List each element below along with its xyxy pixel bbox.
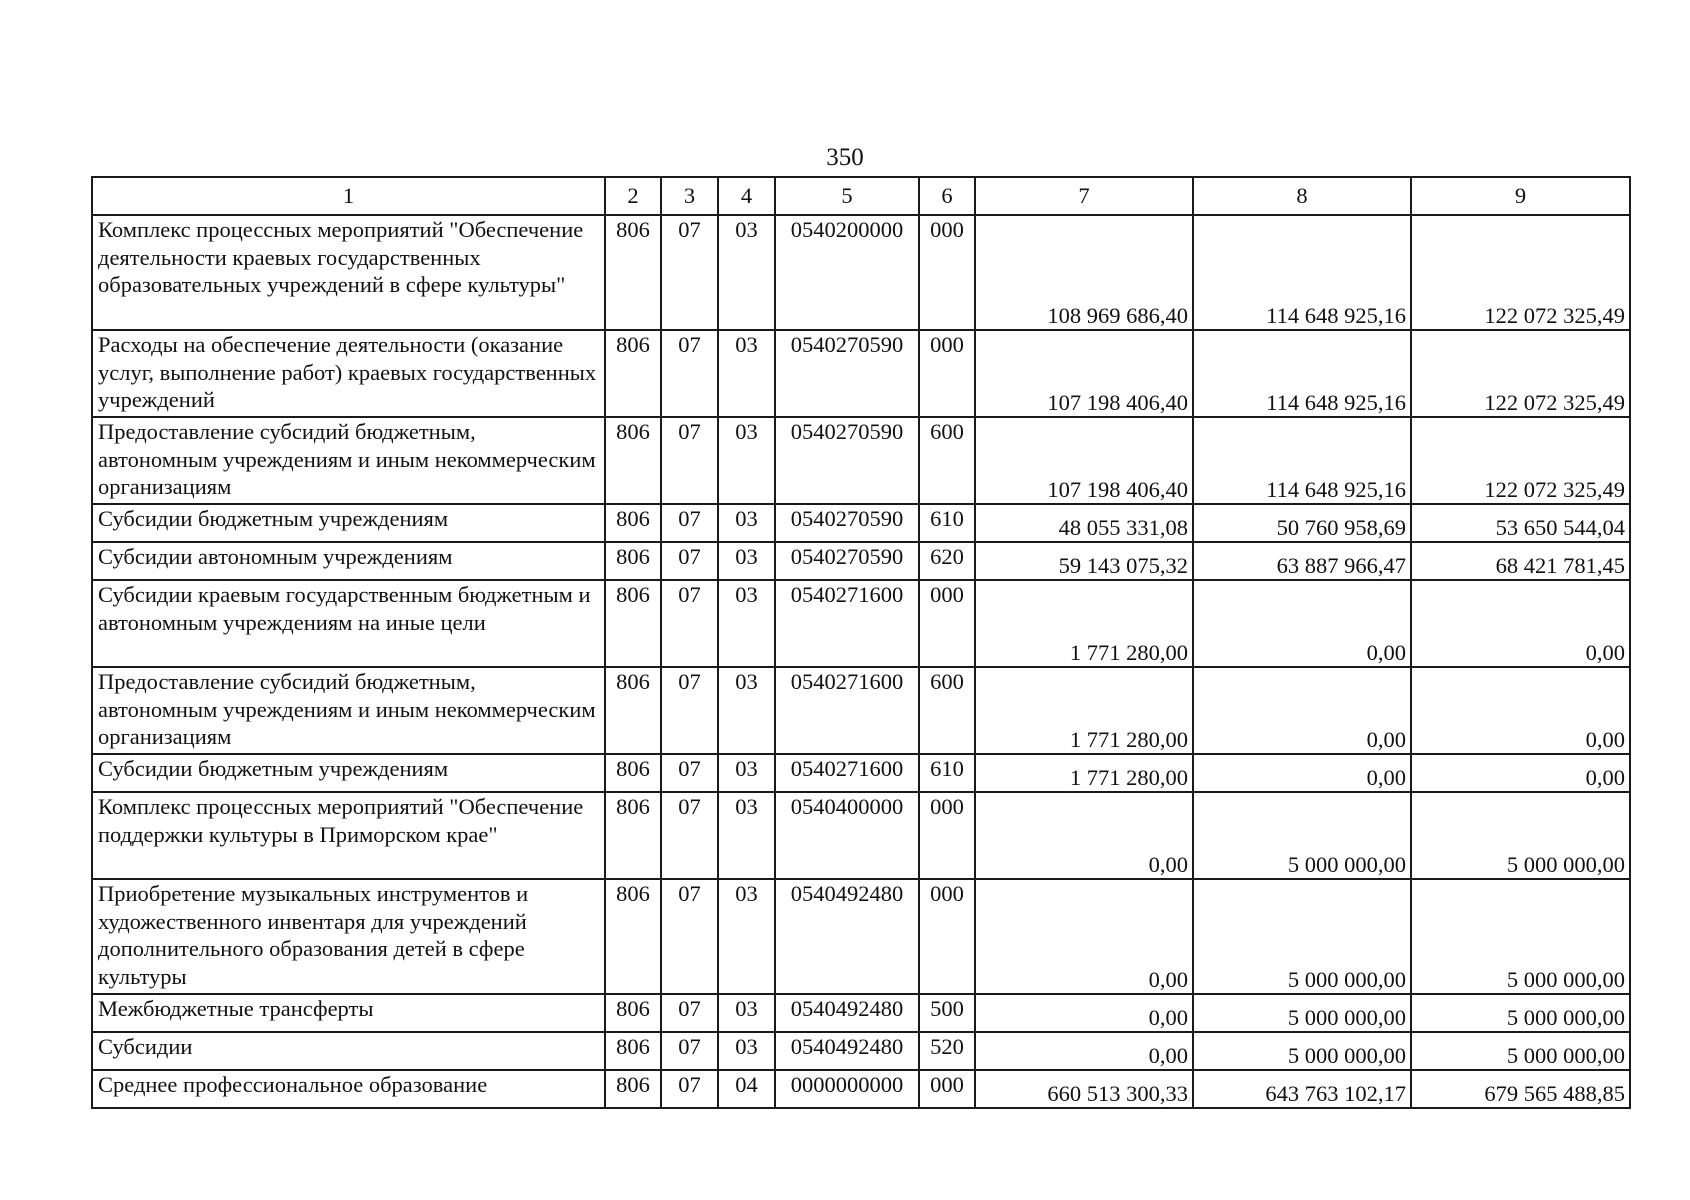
row-amount-8: 0,00 [1193, 667, 1411, 754]
row-name: Субсидии автономным учреждениям [92, 542, 605, 580]
row-code-5: 0540270590 [775, 542, 919, 580]
row-code-2: 806 [605, 1032, 661, 1070]
row-code-6: 520 [919, 1032, 975, 1070]
row-code-4: 03 [718, 215, 775, 330]
row-code-4: 03 [718, 879, 775, 994]
row-amount-7: 660 513 300,33 [975, 1070, 1193, 1108]
row-name: Предоставление субсидий бюджетным, автономным учреждениям и иным некоммерческим организациям [92, 417, 605, 504]
row-code-6: 610 [919, 504, 975, 542]
table-row [92, 504, 1630, 542]
column-header-1: 1 [92, 177, 605, 215]
row-amount-8: 114 648 925,16 [1193, 330, 1411, 417]
row-amount-7: 107 198 406,40 [975, 330, 1193, 417]
row-code-6: 000 [919, 215, 975, 330]
row-code-3: 07 [661, 330, 718, 417]
budget-table [91, 176, 1631, 1109]
row-code-4: 03 [718, 1032, 775, 1070]
row-code-2: 806 [605, 417, 661, 504]
row-code-4: 03 [718, 754, 775, 792]
row-amount-7: 107 198 406,40 [975, 417, 1193, 504]
row-amount-9: 0,00 [1411, 580, 1630, 667]
row-amount-9: 122 072 325,49 [1411, 417, 1630, 504]
row-amount-8: 5 000 000,00 [1193, 792, 1411, 879]
row-amount-8: 114 648 925,16 [1193, 215, 1411, 330]
row-code-6: 000 [919, 580, 975, 667]
column-header-4: 4 [718, 177, 775, 215]
row-amount-9: 0,00 [1411, 754, 1630, 792]
row-code-3: 07 [661, 879, 718, 994]
row-code-2: 806 [605, 215, 661, 330]
row-name: Субсидии [92, 1032, 605, 1070]
row-code-2: 806 [605, 994, 661, 1032]
table-row [92, 754, 1630, 792]
row-amount-8: 5 000 000,00 [1193, 879, 1411, 994]
row-code-5: 0540271600 [775, 754, 919, 792]
row-name: Субсидии краевым государственным бюджетным и автономным учреждениям на иные цели [92, 580, 605, 667]
row-amount-8: 50 760 958,69 [1193, 504, 1411, 542]
table-row [92, 330, 1630, 417]
table-row [92, 667, 1630, 754]
row-name: Межбюджетные трансферты [92, 994, 605, 1032]
column-header-6: 6 [919, 177, 975, 215]
row-amount-7: 108 969 686,40 [975, 215, 1193, 330]
row-code-6: 620 [919, 542, 975, 580]
row-code-4: 04 [718, 1070, 775, 1108]
row-amount-9: 68 421 781,45 [1411, 542, 1630, 580]
row-code-4: 03 [718, 504, 775, 542]
column-header-7: 7 [975, 177, 1193, 215]
row-name: Среднее профессиональное образование [92, 1070, 605, 1108]
row-code-3: 07 [661, 667, 718, 754]
row-amount-9: 0,00 [1411, 667, 1630, 754]
row-code-2: 806 [605, 667, 661, 754]
row-amount-7: 0,00 [975, 792, 1193, 879]
row-amount-8: 5 000 000,00 [1193, 994, 1411, 1032]
table-row [92, 580, 1630, 667]
row-amount-7: 1 771 280,00 [975, 580, 1193, 667]
row-name: Предоставление субсидий бюджетным, автономным учреждениям и иным некоммерческим организациям [92, 667, 605, 754]
row-amount-8: 643 763 102,17 [1193, 1070, 1411, 1108]
row-amount-7: 1 771 280,00 [975, 754, 1193, 792]
row-code-6: 000 [919, 792, 975, 879]
table-row [92, 1070, 1630, 1108]
row-code-6: 000 [919, 879, 975, 994]
row-amount-9: 122 072 325,49 [1411, 215, 1630, 330]
row-code-2: 806 [605, 879, 661, 994]
table-row [92, 215, 1630, 330]
row-code-3: 07 [661, 542, 718, 580]
row-amount-8: 114 648 925,16 [1193, 417, 1411, 504]
row-amount-9: 5 000 000,00 [1411, 1032, 1630, 1070]
row-amount-7: 59 143 075,32 [975, 542, 1193, 580]
row-code-3: 07 [661, 754, 718, 792]
row-amount-9: 122 072 325,49 [1411, 330, 1630, 417]
row-name: Комплекс процессных мероприятий "Обеспечение деятельности краевых государственных образовательных учреждений в сфере культуры" [92, 215, 605, 330]
table-row [92, 542, 1630, 580]
row-code-6: 500 [919, 994, 975, 1032]
row-name: Комплекс процессных мероприятий "Обеспечение поддержки культуры в Приморском крае" [92, 792, 605, 879]
row-code-3: 07 [661, 1032, 718, 1070]
row-code-5: 0540492480 [775, 994, 919, 1032]
table-row [92, 792, 1630, 879]
row-amount-9: 53 650 544,04 [1411, 504, 1630, 542]
row-amount-9: 679 565 488,85 [1411, 1070, 1630, 1108]
column-header-3: 3 [661, 177, 718, 215]
row-code-4: 03 [718, 542, 775, 580]
row-code-4: 03 [718, 330, 775, 417]
row-amount-7: 0,00 [975, 879, 1193, 994]
row-code-4: 03 [718, 667, 775, 754]
row-code-3: 07 [661, 215, 718, 330]
row-code-2: 806 [605, 330, 661, 417]
row-amount-8: 0,00 [1193, 754, 1411, 792]
row-code-4: 03 [718, 417, 775, 504]
row-code-5: 0540492480 [775, 1032, 919, 1070]
row-code-3: 07 [661, 1070, 718, 1108]
row-amount-9: 5 000 000,00 [1411, 994, 1630, 1032]
row-code-3: 07 [661, 417, 718, 504]
row-code-5: 0000000000 [775, 1070, 919, 1108]
row-amount-9: 5 000 000,00 [1411, 879, 1630, 994]
row-code-2: 806 [605, 542, 661, 580]
row-code-5: 0540270590 [775, 504, 919, 542]
row-code-5: 0540270590 [775, 417, 919, 504]
row-code-3: 07 [661, 792, 718, 879]
row-code-2: 806 [605, 754, 661, 792]
row-code-6: 600 [919, 667, 975, 754]
row-name: Расходы на обеспечение деятельности (оказание услуг, выполнение работ) краевых государственных учреждений [92, 330, 605, 417]
row-amount-7: 0,00 [975, 1032, 1193, 1070]
row-amount-7: 0,00 [975, 994, 1193, 1032]
row-code-2: 806 [605, 1070, 661, 1108]
row-code-2: 806 [605, 580, 661, 667]
row-amount-8: 5 000 000,00 [1193, 1032, 1411, 1070]
row-name: Субсидии бюджетным учреждениям [92, 754, 605, 792]
row-amount-8: 63 887 966,47 [1193, 542, 1411, 580]
row-amount-8: 0,00 [1193, 580, 1411, 667]
row-name: Субсидии бюджетным учреждениям [92, 504, 605, 542]
row-code-4: 03 [718, 994, 775, 1032]
column-header-9: 9 [1411, 177, 1630, 215]
table-row [92, 994, 1630, 1032]
row-code-6: 000 [919, 1070, 975, 1108]
row-code-4: 03 [718, 792, 775, 879]
row-amount-7: 48 055 331,08 [975, 504, 1193, 542]
row-code-2: 806 [605, 504, 661, 542]
row-code-4: 03 [718, 580, 775, 667]
row-code-3: 07 [661, 580, 718, 667]
column-header-5: 5 [775, 177, 919, 215]
row-code-6: 000 [919, 330, 975, 417]
page-number: 350 [826, 144, 864, 171]
table-row [92, 417, 1630, 504]
table-row [92, 879, 1630, 994]
row-code-5: 0540270590 [775, 330, 919, 417]
column-header-8: 8 [1193, 177, 1411, 215]
row-code-5: 0540400000 [775, 792, 919, 879]
row-code-5: 0540200000 [775, 215, 919, 330]
table-header-row [92, 177, 1630, 215]
row-code-3: 07 [661, 504, 718, 542]
row-amount-9: 5 000 000,00 [1411, 792, 1630, 879]
row-name: Приобретение музыкальных инструментов и художественного инвентаря для учреждений дополнительного образования детей в сфере культуры [92, 879, 605, 994]
column-header-2: 2 [605, 177, 661, 215]
row-code-5: 0540492480 [775, 879, 919, 994]
row-code-6: 600 [919, 417, 975, 504]
row-code-5: 0540271600 [775, 580, 919, 667]
table-row [92, 1032, 1630, 1070]
row-amount-7: 1 771 280,00 [975, 667, 1193, 754]
row-code-6: 610 [919, 754, 975, 792]
row-code-2: 806 [605, 792, 661, 879]
row-code-3: 07 [661, 994, 718, 1032]
row-code-5: 0540271600 [775, 667, 919, 754]
